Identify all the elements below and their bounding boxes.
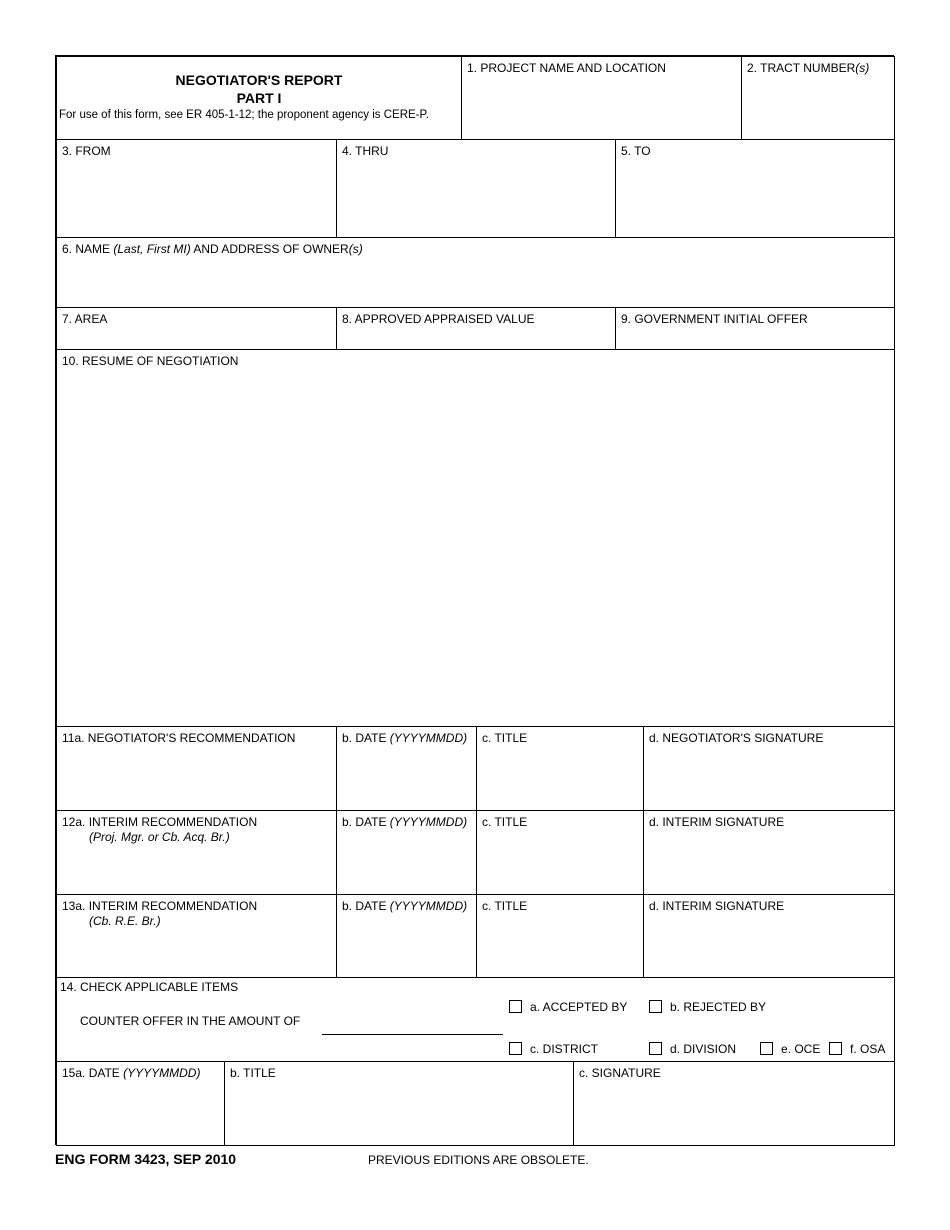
interim-recommendation-13-field[interactable] bbox=[56, 894, 337, 978]
row15-signature-field[interactable] bbox=[573, 1061, 895, 1146]
rec13-signature-label: d. INTERIM SIGNATURE bbox=[649, 899, 785, 913]
tract-number-field[interactable] bbox=[741, 56, 895, 140]
osa-checkbox[interactable] bbox=[829, 1042, 842, 1055]
division-label: d. DIVISION bbox=[670, 1042, 737, 1056]
negotiator-recommendation-field[interactable] bbox=[56, 726, 337, 811]
form-number: ENG FORM 3423, SEP 2010 bbox=[55, 1151, 237, 1167]
rec12-signature-label: d. INTERIM SIGNATURE bbox=[649, 815, 785, 829]
rec13-date-field[interactable] bbox=[336, 894, 477, 978]
rec12-sub-label: (Proj. Mgr. or Cb. Acq. Br.) bbox=[89, 830, 230, 844]
project-name-field[interactable] bbox=[461, 56, 742, 140]
rec11-date-label: b. DATE (YYYYMMDD) bbox=[342, 731, 468, 745]
items14-label: 14. CHECK APPLICABLE ITEMS bbox=[60, 980, 239, 994]
interim-signature-13-field[interactable] bbox=[643, 894, 895, 978]
form-usage-note: For use of this form, see ER 405-1-12; the proponent agency is CERE-P. bbox=[59, 109, 429, 121]
appraised-value-field[interactable] bbox=[336, 307, 616, 350]
appraised-value-label: 8. APPROVED APPRAISED VALUE bbox=[342, 312, 535, 326]
accepted-by-checkbox[interactable] bbox=[509, 1000, 522, 1013]
rec13-sub-label: (Cb. R.E. Br.) bbox=[89, 914, 161, 928]
rec12-date-label: b. DATE (YYYYMMDD) bbox=[342, 815, 468, 829]
rec13-date-label: b. DATE (YYYYMMDD) bbox=[342, 899, 468, 913]
resume-of-negotiation-field[interactable] bbox=[56, 349, 895, 727]
rec11-title-label: c. TITLE bbox=[482, 731, 528, 745]
counter-offer-label: COUNTER OFFER IN THE AMOUNT OF bbox=[80, 1014, 301, 1028]
rec11-label: 11a. NEGOTIATOR'S RECOMMENDATION bbox=[62, 731, 296, 745]
interim-recommendation-12-field[interactable] bbox=[56, 810, 337, 895]
to-label: 5. TO bbox=[621, 144, 651, 158]
owner-name-address-field[interactable] bbox=[56, 237, 895, 308]
row15-title-field[interactable] bbox=[224, 1061, 574, 1146]
project-name-label: 1. PROJECT NAME AND LOCATION bbox=[467, 61, 666, 75]
thru-label: 4. THRU bbox=[342, 144, 389, 158]
row15-date-field[interactable] bbox=[56, 1061, 225, 1146]
rec12-date-field[interactable] bbox=[336, 810, 477, 895]
district-label: c. DISTRICT bbox=[530, 1042, 598, 1056]
osa-label: f. OSA bbox=[850, 1042, 886, 1056]
form-title-block bbox=[56, 56, 462, 140]
division-checkbox[interactable] bbox=[649, 1042, 662, 1055]
rec12-title-label: c. TITLE bbox=[482, 815, 528, 829]
district-checkbox[interactable] bbox=[509, 1042, 522, 1055]
rec13-title-field[interactable] bbox=[476, 894, 644, 978]
rec12-title-field[interactable] bbox=[476, 810, 644, 895]
negotiators-report-form bbox=[55, 55, 894, 1145]
rejected-by-checkbox[interactable] bbox=[649, 1000, 662, 1013]
from-field[interactable] bbox=[56, 139, 337, 238]
rejected-by-label: b. REJECTED BY bbox=[670, 1000, 767, 1014]
row15-date-label: 15a. DATE (YYYYMMDD) bbox=[62, 1066, 201, 1080]
to-field[interactable] bbox=[615, 139, 895, 238]
owner-label: 6. NAME (Last, First MI) AND ADDRESS OF OWNER(s) bbox=[62, 242, 363, 256]
rec11-date-field[interactable] bbox=[336, 726, 477, 811]
form-part: PART I bbox=[236, 90, 282, 106]
area-label: 7. AREA bbox=[62, 312, 108, 326]
rec13-label: 13a. INTERIM RECOMMENDATION bbox=[62, 899, 258, 913]
row15-signature-label: c. SIGNATURE bbox=[579, 1066, 661, 1080]
tract-number-label: 2. TRACT NUMBER(s) bbox=[747, 61, 870, 75]
interim-signature-12-field[interactable] bbox=[643, 810, 895, 895]
rec13-title-label: c. TITLE bbox=[482, 899, 528, 913]
obsolete-editions-note: PREVIOUS EDITIONS ARE OBSOLETE. bbox=[368, 1153, 589, 1167]
oce-checkbox[interactable] bbox=[760, 1042, 773, 1055]
area-field[interactable] bbox=[56, 307, 337, 350]
thru-field[interactable] bbox=[336, 139, 616, 238]
negotiator-signature-field[interactable] bbox=[643, 726, 895, 811]
oce-label: e. OCE bbox=[781, 1042, 821, 1056]
rec11-signature-label: d. NEGOTIATOR'S SIGNATURE bbox=[649, 731, 824, 745]
accepted-by-label: a. ACCEPTED BY bbox=[530, 1000, 628, 1014]
initial-offer-field[interactable] bbox=[615, 307, 895, 350]
resume-label: 10. RESUME OF NEGOTIATION bbox=[62, 354, 239, 368]
initial-offer-label: 9. GOVERNMENT INITIAL OFFER bbox=[621, 312, 808, 326]
counter-offer-amount-input[interactable] bbox=[322, 1018, 503, 1035]
check-applicable-items-section bbox=[56, 977, 895, 1062]
rec12-label: 12a. INTERIM RECOMMENDATION bbox=[62, 815, 258, 829]
form-title: NEGOTIATOR'S REPORT bbox=[175, 72, 343, 88]
rec11-title-field[interactable] bbox=[476, 726, 644, 811]
row15-title-label: b. TITLE bbox=[230, 1066, 276, 1080]
from-label: 3. FROM bbox=[62, 144, 111, 158]
